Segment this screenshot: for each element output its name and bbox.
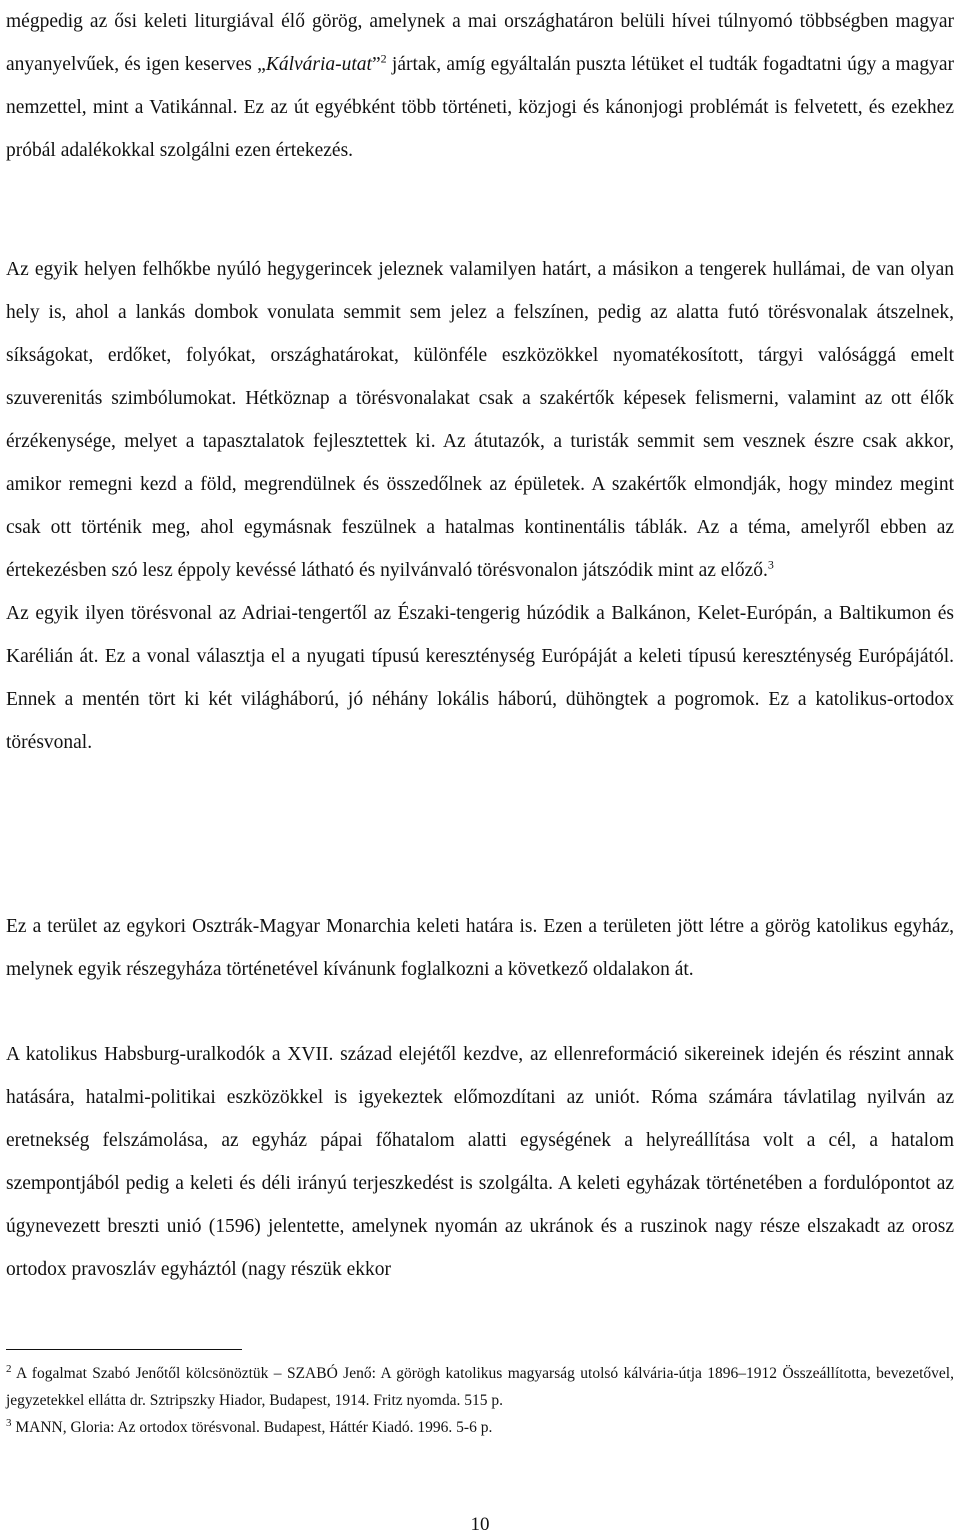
footnote-3-text: MANN, Gloria: Az ortodox törésvonal. Budapest, Háttér Kiadó. 1996. 5-6 p. [11,1419,493,1436]
footnote-separator [6,1349,242,1350]
paragraph-2-continuation: Az egyik ilyen törésvonal az Adriai-tengertől az Északi-tengerig húzódik a Balkánon, Kelet-Európán, a Baltikumon és Karélián át. Ez a vonal választja el a nyugati típusú kereszténység Európáját a keleti típusú kereszténység Európájától. Ennek a mentén tört ki két világháború, jó néhány lokális háború, dühöngtek a pogromok. Ez a katolikus-ortodox törésvonal. [6,603,954,753]
footnote-3 [6,1414,954,1441]
footnote-3-number: 3 [6,1416,12,1429]
footnote-2-number: 2 [6,1362,12,1375]
page-number: 10 [470,1514,490,1535]
paragraph-1-text-end: jártak, amíg egyáltalán puszta létüket el tudták fogadtatni úgy a magyar nemzettel, mint a Vatikánnal. Ez az út egyébként több történeti, közjogi és kánonjogi problémát is felvetett, és ezekhez próbál adalékokkal szolgálni ezen értekezés. [6,54,954,161]
footnote-ref-3[interactable]: 3 [767,557,774,572]
paragraph-2-text: Az egyik helyen felhőkbe nyúló hegygerincek jeleznek valamilyen határt, a másikon a tengerek hullámai, de van olyan hely is, ahol a lankás dombok vonulata semmit sem jelez a felszínen, pedig az alatta futó törésvonalak átszelnek, síkságokat, erdőket, folyókat, országhatárokat, különféle eszközökkel nyomatékosított, tárgyi valósággá emelt szuverenitás szimbólumokat. Hétköznap a törésvonalakat csak a szakértők képesek felismerni, valamint az ott élők érzékenysége, melyet a tapasztalatok fejlesztettek ki. Az átutazók, a turisták semmit sem vesznek észre csak akkor, amikor remegni kezd a föld, megrendülnek és összedőlnek az épületek. A szakértők elmondják, hogy mindez megint csak ott történik meg, ahol egymásnak feszülnek a hatalmas kontinentális táblák. Az a téma, amelyről ebben az értekezésben szó lesz éppoly kevéssé látható és nyilvánvaló törésvonalon játszódik mint az előző. [6,259,954,581]
body-paragraph-4: A katolikus Habsburg-uralkodók a XVII. század elejétől kezdve, az ellenreformáció sikereinek idején és részint annak hatására, hatalmi-politikai eszközökkel is igyekeztek előmozdítani az uniót. Róma számára távlatilag nyilván az eretnekség felszámolása, az egyház pápai főhatalom alatti egységének a helyreállítása volt a cél, a hatalom szempontjából pedig a keleti és déli irányú terjeszkedést is szolgálta. A keleti egyházak történetében a fordulópontot az úgynevezett breszti unió (1596) jelentette, amelynek nyomán az ukránok és a ruszinok nagy része elszakadt az orosz ortodox pravoszláv egyháztól (nagy részük ekkor [6,1044,954,1280]
body-paragraph-2 [6,248,954,764]
body-paragraph-3: Ez a terület az egykori Osztrák-Magyar Monarchia keleti határa is. Ezen a területen jött létre a görög katolikus egyház, melynek egyik részegyháza történetével kívánunk foglalkozni a következő oldalakon át. [6,916,954,980]
footnote-2 [6,1360,954,1414]
body-paragraph-1 [6,0,954,172]
footnote-2-text: A fogalmat Szabó Jenőtől kölcsönöztük – SZABÓ Jenő: A görögh katolikus magyarság utolsó kálvária-útja 1896–1912 Összeállította, bevezetővel, jegyzetekkel ellátta dr. Sztripszky Hiador, Budapest, 1914. Fritz nyomda. 515 p. [6,1365,954,1409]
footnotes [6,1360,954,1441]
paragraph-1-text-start: mégpedig az ősi keleti liturgiával élő görög, amelynek a mai országhatáron belüli hívei túlnyomó többségben magyar anyanyelvűek, és igen keserves „ [6,11,954,75]
closing-quote: ” [371,54,381,75]
italic-term: Kálvária-utat [265,54,372,75]
footnote-ref-2[interactable]: 2 [380,51,387,66]
